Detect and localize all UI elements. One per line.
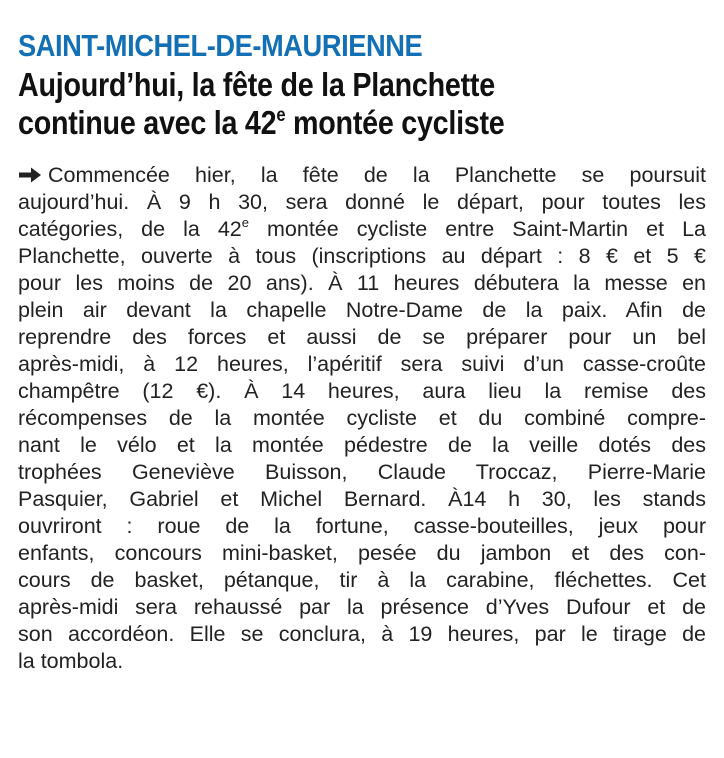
article-headline (18, 66, 617, 142)
body-line: aujourd’hui. À 9 h 30, sera donné le départ, pour toutes les (18, 190, 706, 214)
body-line: son accordéon. Elle se conclura, à 19 heures, par le tirage de (18, 622, 706, 646)
body-line: Pasquier, Gabriel et Michel Bernard. À14 h 30, les stands (18, 487, 706, 511)
body-line: ouvriront : roue de la fortune, casse-bouteilles, jeux pour (18, 514, 706, 538)
headline-line-1: Aujourd’hui, la fête de la Planchette (18, 66, 495, 103)
body-line: la tombola. (18, 649, 124, 673)
article-body (18, 162, 706, 675)
body-line: pour les moins de 20 ans). À 11 heures débutera la messe en (18, 271, 706, 295)
body-line: trophées Geneviève Buisson, Claude Troccaz, Pierre-Marie (18, 460, 706, 484)
body-line: champêtre (12 €). À 14 heures, aura lieu la remise des (18, 379, 706, 403)
body-line: après-midi sera rehaussé par la présence d’Yves Dufour et de (18, 595, 706, 619)
headline-line-2-start: continue avec la 42 (18, 104, 277, 141)
article-kicker: SAINT-MICHEL-DE-MAURIENNE (18, 28, 423, 63)
body-line: plein air devant la chapelle Notre-Dame de la paix. Afin de (18, 298, 706, 322)
body-line: récompenses de la montée cycliste et du combiné compre- (18, 406, 706, 430)
body-line: enfants, concours mini-basket, pesée du jambon et des con- (18, 541, 706, 565)
body-line-text: montée cycliste entre Saint-Martin et La (249, 217, 706, 241)
body-line: nant le vélo et la montée pédestre de la veille dotés des (18, 433, 706, 457)
body-line (18, 216, 706, 243)
body-line: reprendre des forces et aussi de se préparer pour un bel (18, 325, 706, 349)
body-line (18, 162, 706, 189)
body-line: cours de basket, pétanque, tir à la carabine, fléchettes. Cet (18, 568, 706, 592)
headline-line-2-end: montée cycliste (285, 104, 505, 141)
ordinal-suffix: e (241, 215, 249, 230)
headline-line-2 (18, 104, 617, 142)
body-line: après-midi, à 12 heures, l’apéritif sera suivi d’un casse-croûte (18, 352, 706, 376)
body-line: Planchette, ouverte à tous (inscriptions au départ : 8 € et 5 € (18, 244, 706, 268)
arrow-right-icon (18, 166, 42, 184)
body-line-text: catégories, de la 42 (18, 217, 242, 241)
body-line-text: Commencée hier, la fête de la Planchette se poursuit (48, 163, 706, 187)
ordinal-suffix: e (276, 105, 286, 126)
article (18, 28, 706, 675)
